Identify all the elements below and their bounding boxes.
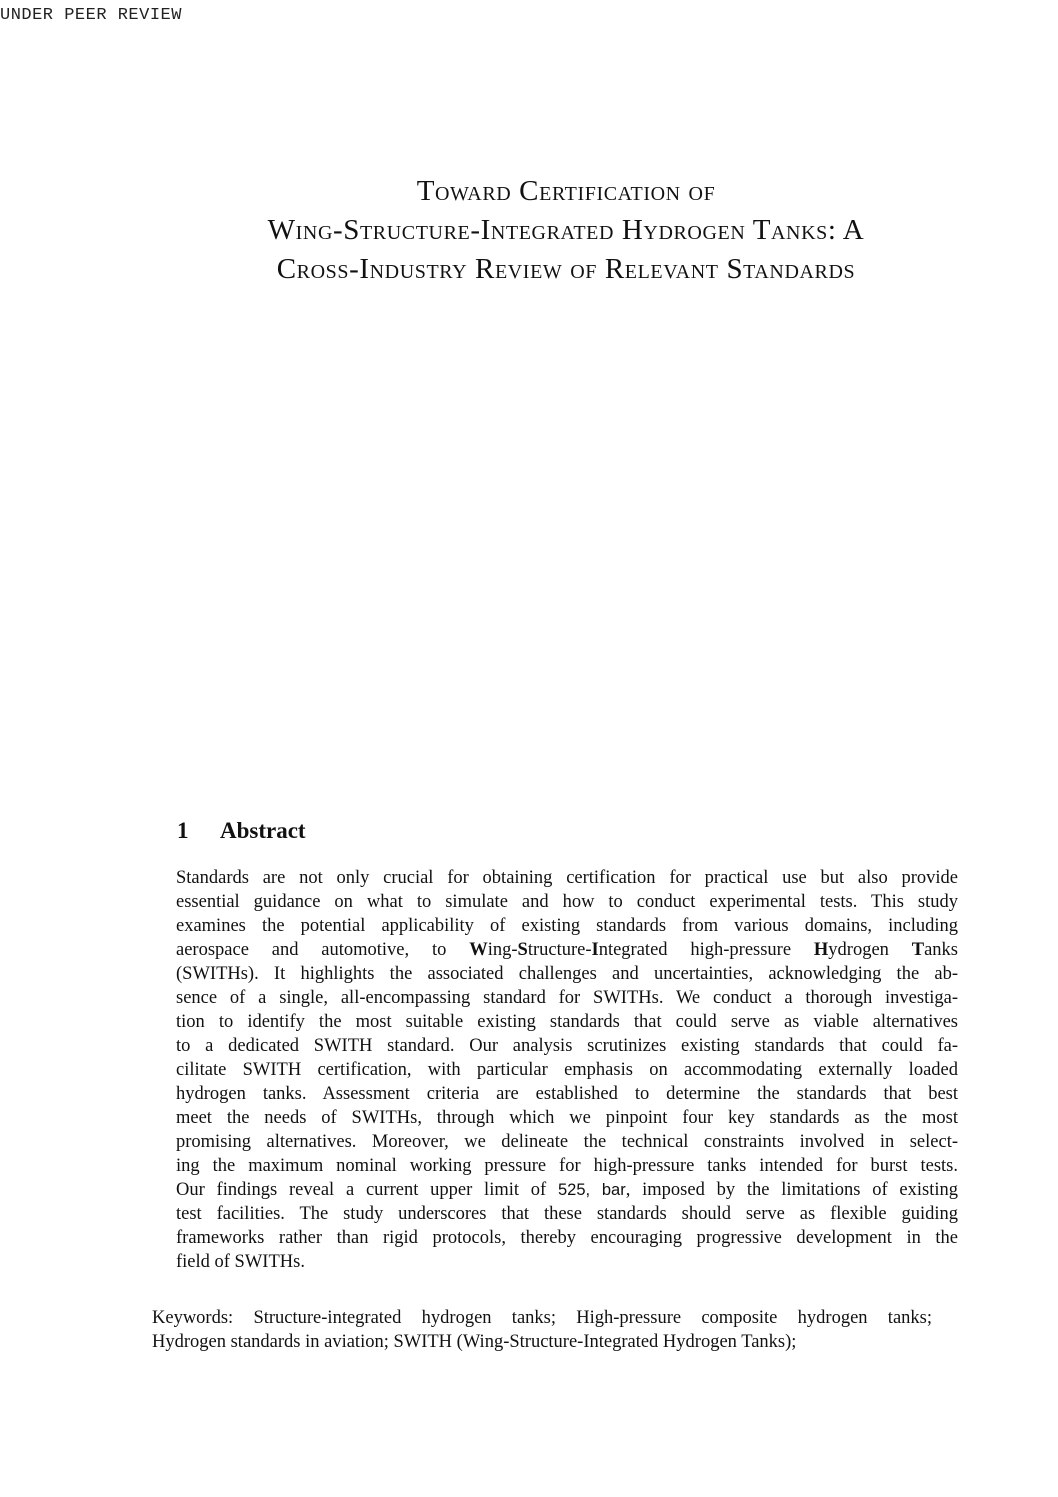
bold-letter: H	[813, 940, 829, 960]
text: aerospace and automotive, to	[176, 940, 470, 960]
bold-letter: W	[469, 940, 488, 960]
abstract-line: essential guidance on what to simulate and how to conduct experimental tests. This study	[176, 892, 958, 912]
pressure-value: 525, bar	[558, 1181, 626, 1199]
abstract-line: examines the potential applicability of existing standards from various domains, including	[176, 916, 958, 936]
keywords-line: Keywords: Structure-integrated hydrogen tanks; High-pressure composite hydrogen tanks;	[152, 1308, 932, 1328]
abstract-line: cilitate SWITH certification, with particular emphasis on accommodating externally loaded	[176, 1060, 958, 1080]
text: , imposed by the limitations of existing	[625, 1180, 959, 1200]
text: tructure-	[527, 940, 592, 960]
abstract-line: ing the maximum nominal working pressure for high-pressure tanks intended for burst tests.	[176, 1156, 958, 1176]
abstract-line: to a dedicated SWITH standard. Our analysis scrutinizes existing standards that could fa-	[176, 1036, 958, 1056]
section-title: Abstract	[220, 818, 306, 843]
abstract-line: sence of a single, all-encompassing standard for SWITHs. We conduct a thorough investiga-	[176, 988, 958, 1008]
keywords-line: Hydrogen standards in aviation; SWITH (Wing-Structure-Integrated Hydrogen Tanks);	[152, 1332, 797, 1352]
text: ntegrated high-pressure	[598, 940, 814, 960]
abstract-line: test facilities. The study underscores that these standards should serve as flexible guiding	[176, 1204, 958, 1224]
abstract-line: field of SWITHs.	[176, 1252, 305, 1272]
keywords	[152, 1306, 932, 1354]
peer-review-stamp: UNDER PEER REVIEW	[0, 6, 182, 25]
abstract-line	[176, 1178, 958, 1202]
text: ing-	[487, 940, 518, 960]
text: ydrogen	[828, 940, 912, 960]
abstract-line	[176, 938, 958, 962]
bold-letter: S	[517, 940, 528, 960]
abstract-line: frameworks rather than rigid protocols, thereby encouraging progressive development in the	[176, 1228, 958, 1248]
title-line: Cross-Industry Review of Relevant Standards	[276, 253, 856, 285]
abstract-line: tion to identify the most suitable existing standards that could serve as viable alternatives	[176, 1012, 958, 1032]
text: anks	[924, 940, 958, 960]
abstract-line: (SWITHs). It highlights the associated challenges and uncertainties, acknowledging the ab-	[176, 964, 958, 984]
abstract-line: promising alternatives. Moreover, we delineate the technical constraints involved in select-	[176, 1132, 958, 1152]
bold-letter: I	[591, 940, 599, 960]
abstract-line: hydrogen tanks. Assessment criteria are established to determine the standards that best	[176, 1084, 958, 1104]
section-heading	[177, 818, 306, 844]
abstract-line: meet the needs of SWITHs, through which we pinpoint four key standards as the most	[176, 1108, 958, 1128]
bold-letter: T	[911, 940, 925, 960]
title-line: Wing-Structure-Integrated Hydrogen Tanks: A	[267, 214, 865, 246]
text: Our findings reveal a current upper limit of	[176, 1180, 558, 1200]
section-number: 1	[177, 818, 189, 843]
abstract-body	[176, 866, 958, 1274]
title-line: Toward Certification of	[416, 175, 716, 207]
abstract-line: Standards are not only crucial for obtaining certification for practical use but also provide	[176, 868, 958, 888]
paper-title	[150, 172, 982, 289]
